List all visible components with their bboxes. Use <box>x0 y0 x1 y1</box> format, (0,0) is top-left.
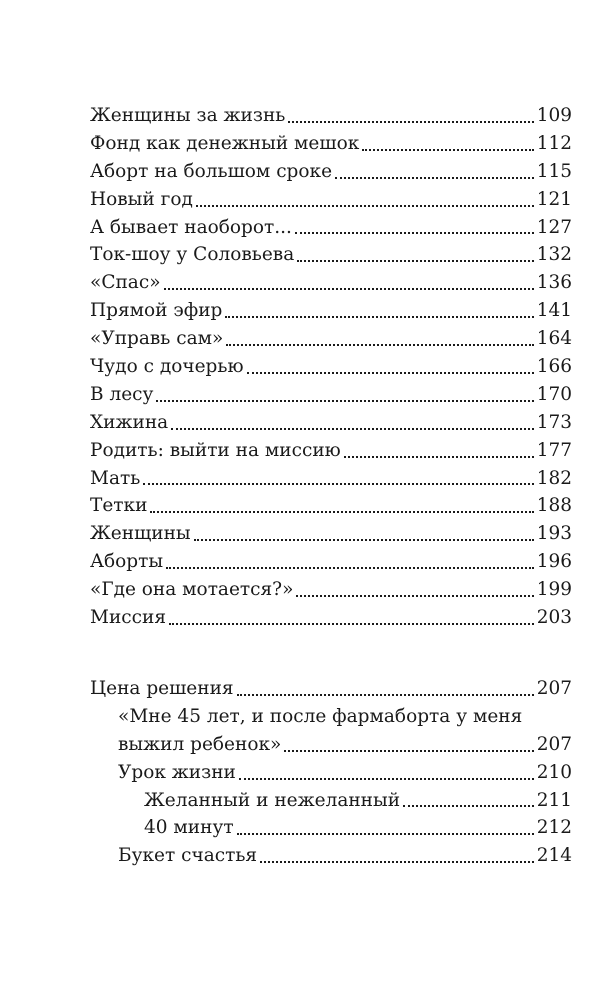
leader-dots <box>239 778 534 780</box>
leader-dots <box>225 316 533 318</box>
toc-entry-title: Ток-шоу у Соловьева <box>90 244 295 266</box>
toc-entry-page: 182 <box>536 467 572 489</box>
toc-entry-title: В лесу <box>90 383 154 405</box>
toc-subentry <box>90 842 572 870</box>
toc-entry <box>90 437 572 465</box>
toc-entry-page: 188 <box>536 495 572 517</box>
toc-entry <box>90 353 572 381</box>
leader-dots <box>297 260 533 262</box>
toc-subentry-page: 214 <box>536 845 572 867</box>
toc-entry-title: «Управь сам» <box>90 328 224 350</box>
toc-subentry-title-line2: выжил ребенок» <box>118 733 282 755</box>
toc-section-title: Цена решения <box>90 677 234 699</box>
toc-entry-title: А бывает наоборот... <box>90 216 292 238</box>
leader-dots <box>260 861 534 863</box>
toc-entry-page: 141 <box>536 300 572 322</box>
leader-dots <box>196 205 534 207</box>
toc-entry-page: 196 <box>536 551 572 573</box>
toc-entry-title: Женщины <box>90 523 191 545</box>
toc-entry-page: 166 <box>536 356 572 377</box>
leader-dots <box>226 344 533 346</box>
toc-entry-title: «Где она мотается?» <box>90 579 294 601</box>
toc-entry <box>90 325 572 353</box>
toc-entry-page: 177 <box>536 439 572 461</box>
toc-subsubentry-page: 211 <box>536 789 572 811</box>
leader-dots <box>237 833 534 835</box>
leader-dots <box>171 428 533 430</box>
toc-subentry-page: 207 <box>536 733 572 755</box>
toc-entry-page: 173 <box>536 411 572 433</box>
toc-entry <box>90 576 572 604</box>
toc-entry-title: Аборты <box>90 551 164 573</box>
leader-dots <box>166 567 534 569</box>
toc-entry <box>90 604 572 632</box>
leader-dots <box>403 805 534 807</box>
toc-subsubentry <box>90 787 572 815</box>
leader-dots <box>156 400 533 402</box>
leader-dots <box>194 539 534 541</box>
toc-entry-page: 203 <box>536 607 572 629</box>
toc-entry-title: Родить: выйти на миссию <box>90 439 341 461</box>
toc-entry-title: Фонд как денежный мешок <box>90 132 360 154</box>
toc-subentry-line <box>90 703 572 731</box>
toc-entry-page: 199 <box>536 579 572 601</box>
toc-section-page: 207 <box>536 677 572 699</box>
toc-entry-title: Аборт на большом сроке <box>90 160 333 182</box>
toc-entry-title: Прямой эфир <box>90 300 223 322</box>
toc-entry-page: 112 <box>536 132 572 154</box>
toc-entry <box>90 214 572 242</box>
toc-entry <box>90 130 572 158</box>
toc-entry-page: 109 <box>536 104 572 126</box>
toc-entry <box>90 492 572 520</box>
toc-subentry <box>90 759 572 787</box>
toc-subentry-title-line1: «Мне 45 лет, и после фармаборта у меня <box>118 705 523 727</box>
toc-subentry <box>90 731 572 759</box>
toc-entry-title: Женщины за жизнь <box>90 104 286 126</box>
toc-subsubentry-page: 212 <box>536 817 572 839</box>
toc-entry <box>90 548 572 576</box>
toc-entry <box>90 102 572 130</box>
toc-section-entry <box>90 675 572 703</box>
toc-main-list <box>90 102 572 632</box>
toc-entry-title: Мать <box>90 467 141 489</box>
toc-subsubentry-title: Желанный и нежеланный <box>144 789 401 811</box>
leader-dots <box>295 232 534 234</box>
toc-subentry-page: 210 <box>536 761 572 783</box>
toc-entry <box>90 158 572 186</box>
toc-section-list <box>90 675 572 870</box>
leader-dots <box>237 694 534 696</box>
toc-subentry-title: Урок жизни <box>118 761 236 783</box>
toc-entry-page: 121 <box>536 188 572 210</box>
leader-dots <box>335 177 534 179</box>
toc-entry <box>90 186 572 214</box>
toc-entry-title: Чудо с дочерью <box>90 356 244 377</box>
leader-dots <box>150 511 533 513</box>
toc-entry-title: Тетки <box>90 495 148 517</box>
toc-entry-title: Хижина <box>90 411 169 433</box>
toc-entry <box>90 409 572 437</box>
toc-entry <box>90 520 572 548</box>
toc-entry-page: 164 <box>536 328 572 350</box>
toc-entry-page: 170 <box>536 383 572 405</box>
leader-dots <box>169 623 534 625</box>
toc-entry <box>90 241 572 269</box>
toc-entry-title: «Спас» <box>90 272 161 294</box>
toc-entry-page: 115 <box>536 160 572 182</box>
toc-entry <box>90 297 572 325</box>
toc-entry <box>90 465 572 493</box>
toc-entry-page: 193 <box>536 523 572 545</box>
toc-entry-page: 136 <box>536 272 572 294</box>
toc-subsubentry-title: 40 минут <box>144 817 234 839</box>
leader-dots <box>164 288 534 290</box>
toc-entry <box>90 381 572 409</box>
toc-entry-page: 127 <box>536 216 572 238</box>
leader-dots <box>362 149 533 151</box>
leader-dots <box>247 372 534 374</box>
leader-dots <box>288 121 533 123</box>
toc-entry <box>90 269 572 297</box>
leader-dots <box>344 456 534 458</box>
leader-dots <box>284 750 533 752</box>
toc-entry-page: 132 <box>536 244 572 266</box>
toc-subsubentry <box>90 814 572 842</box>
toc-entry-title: Миссия <box>90 607 166 629</box>
toc-subentry-title: Букет счастья <box>118 845 258 867</box>
leader-dots <box>296 595 533 597</box>
toc-entry-title: Новый год <box>90 188 193 210</box>
leader-dots <box>143 483 533 485</box>
